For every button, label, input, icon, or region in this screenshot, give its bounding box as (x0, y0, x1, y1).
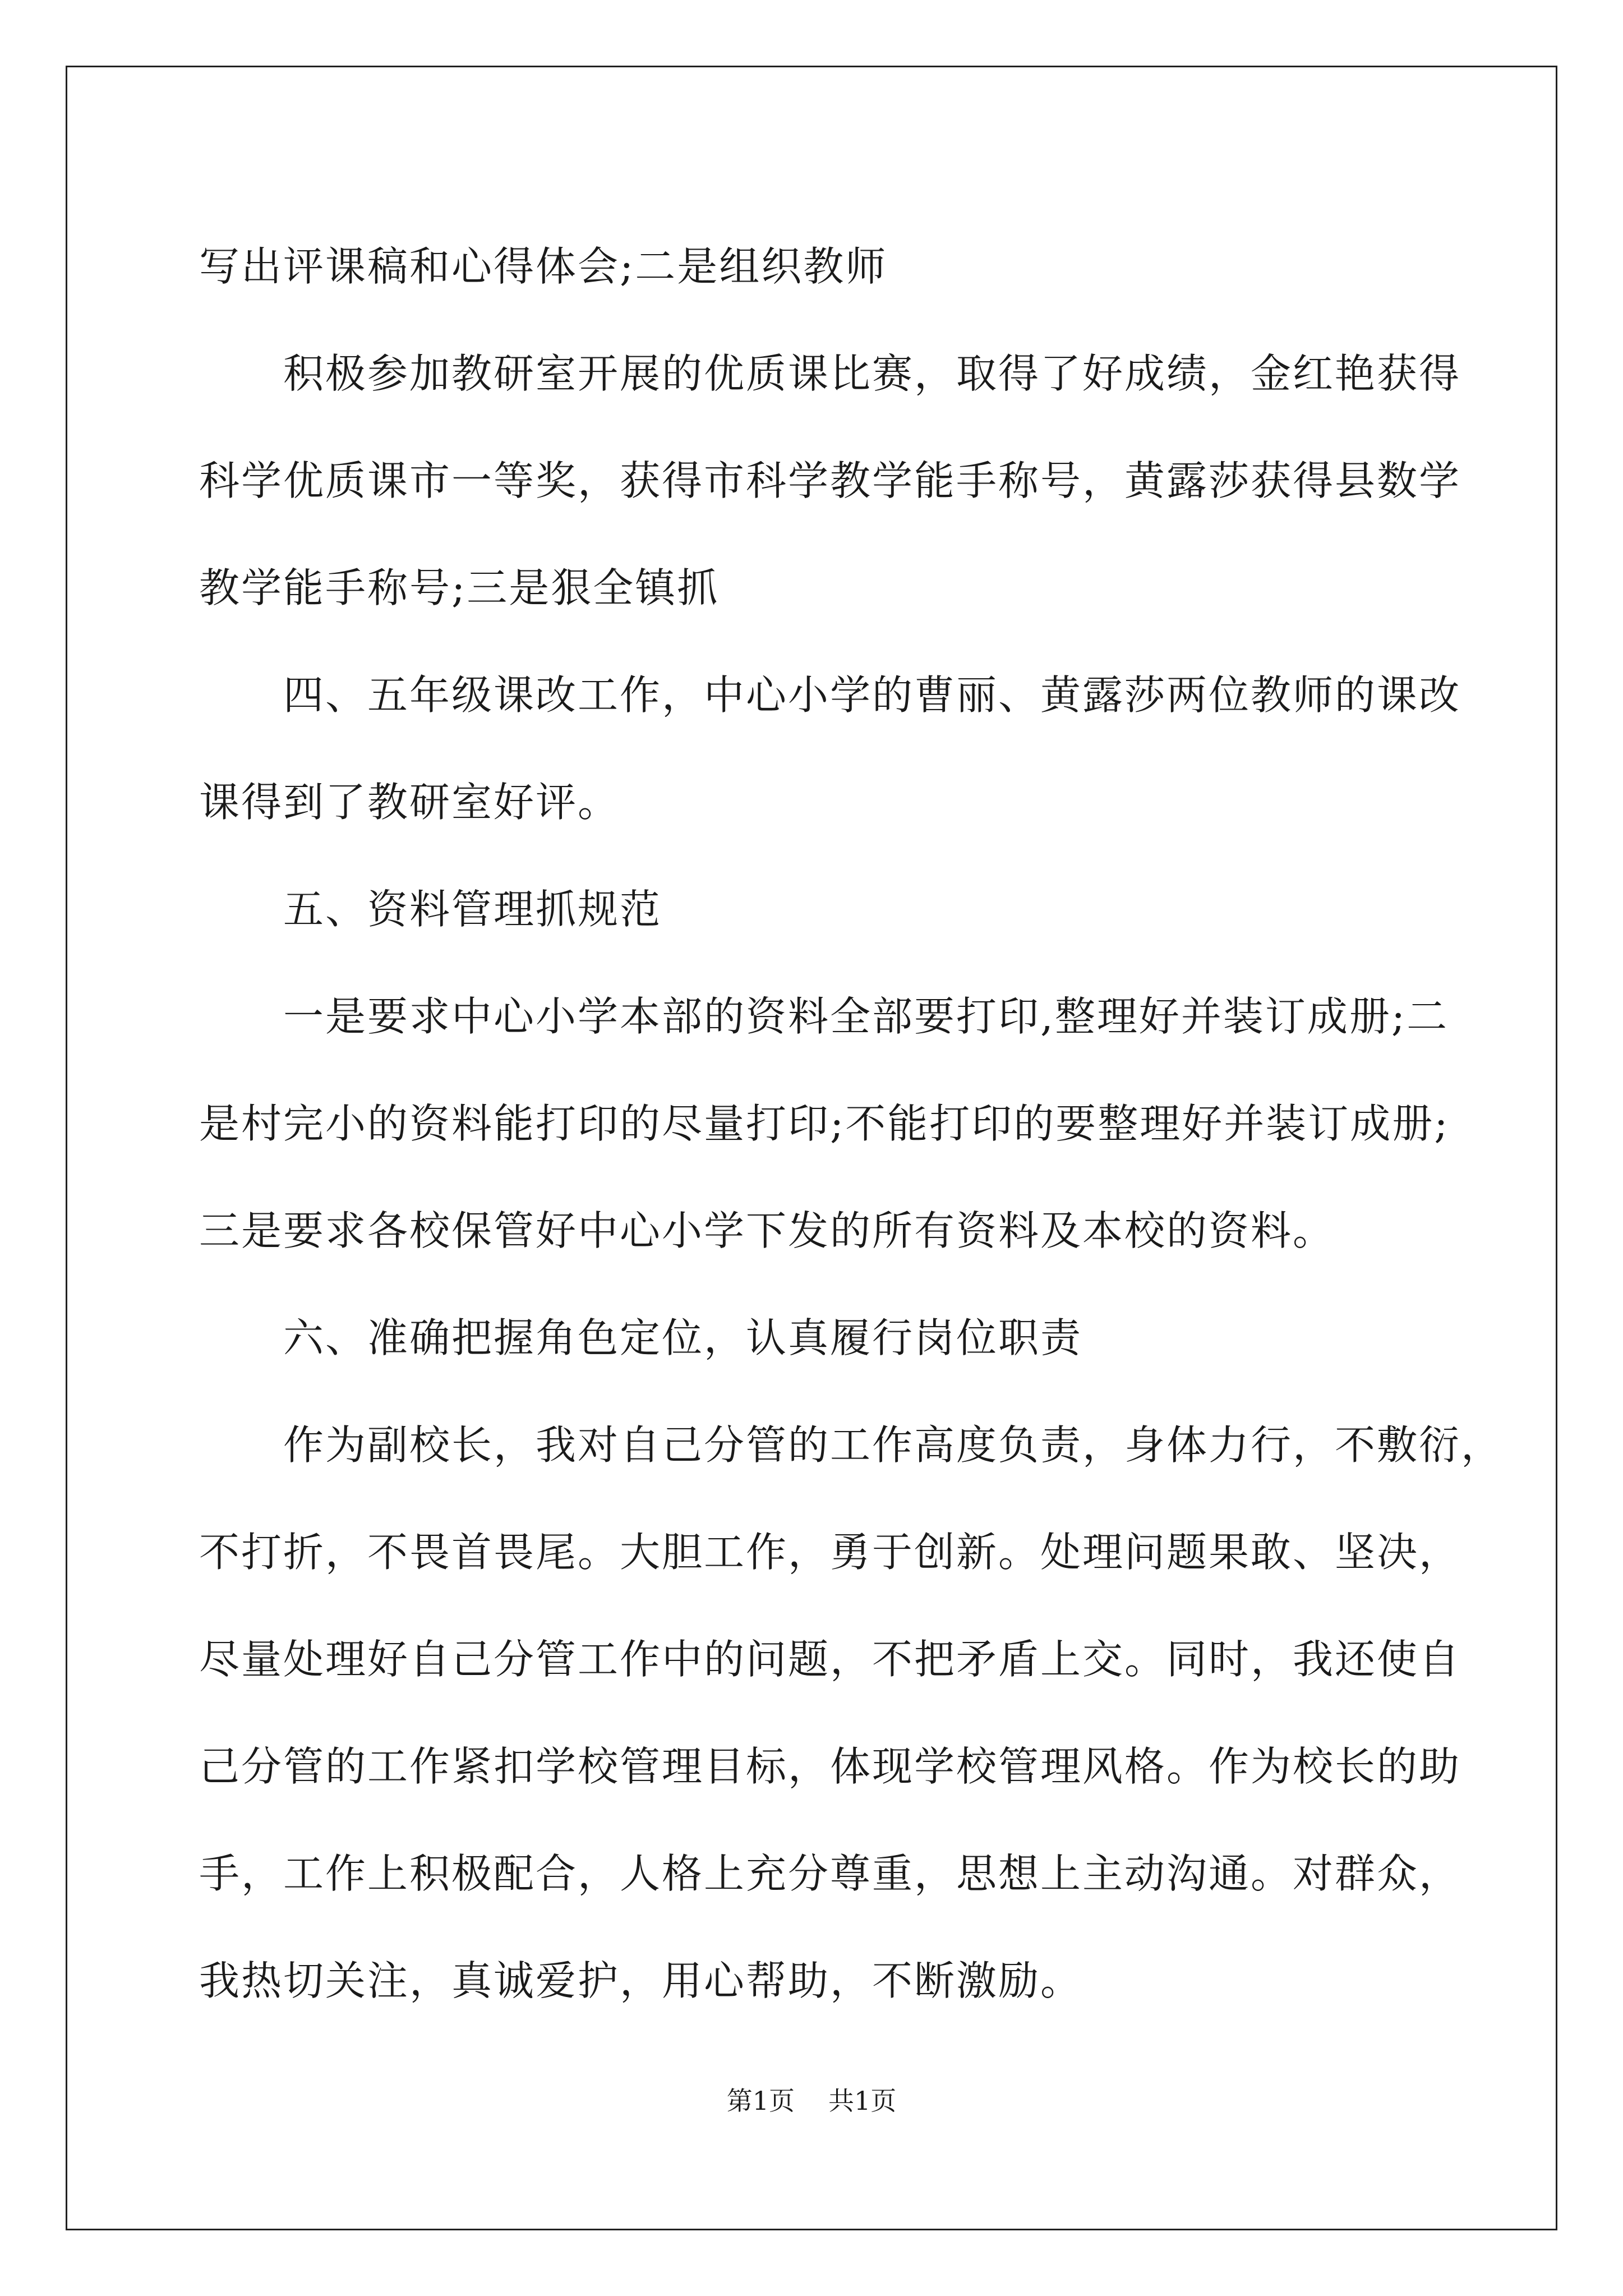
text-line: 尽量处理好自己分管工作中的问题，不把矛盾上交。同时，我还使自 (199, 1636, 1461, 1683)
page-footer (0, 2084, 1623, 2118)
text-line: 写出评课稿和心得体会;二是组织教师 (199, 243, 888, 290)
text-line: 科学优质课市一等奖，获得市科学教学能手称号，黄露莎获得县数学 (199, 457, 1461, 504)
document-body (199, 213, 1504, 2035)
page-number: 第1页 (726, 2086, 795, 2116)
text-line: 不打折，不畏首畏尾。大胆工作，勇于创新。处理问题果敢、坚决， (199, 1529, 1461, 1576)
page-total: 共1页 (828, 2086, 897, 2116)
text-line: 三是要求各校保管好中心小学下发的所有资料及本校的资料。 (199, 1207, 1335, 1254)
text-line: 课得到了教研室好评。 (199, 779, 620, 826)
section-heading: 六、准确把握角色定位，认真履行岗位职责 (283, 1314, 1083, 1361)
text-line: 四、五年级课改工作，中心小学的曹丽、黄露莎两位教师的课改 (283, 671, 1461, 719)
text-line: 己分管的工作紧扣学校管理目标，体现学校管理风格。作为校长的助 (199, 1743, 1461, 1790)
text-line: 一是要求中心小学本部的资料全部要打印,整理好并装订成册;二 (283, 993, 1449, 1040)
section-heading: 五、资料管理抓规范 (283, 886, 662, 933)
text-line: 手，工作上积极配合，人格上充分尊重，思想上主动沟通。对群众， (199, 1850, 1461, 1897)
text-line: 积极参加教研室开展的优质课比赛，取得了好成绩，金红艳获得 (283, 350, 1461, 397)
text-line: 作为副校长，我对自己分管的工作高度负责，身体力行，不敷衍， (283, 1421, 1504, 1469)
text-line: 是村完小的资料能打印的尽量打印;不能打印的要整理好并装订成册; (199, 1100, 1450, 1147)
text-line: 教学能手称号;三是狠全镇抓 (199, 564, 720, 611)
text-line: 我热切关注，真诚爱护，用心帮助，不断激励。 (199, 1957, 1083, 2004)
